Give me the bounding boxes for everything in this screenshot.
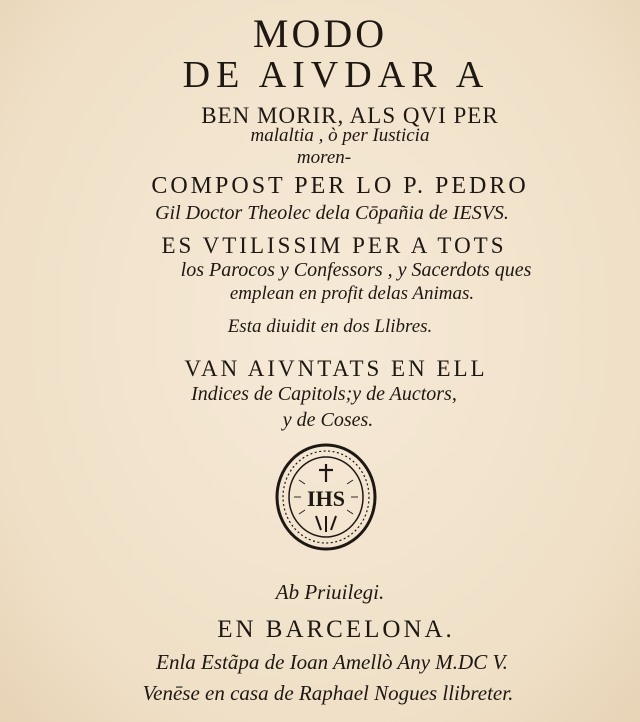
division-line: Esta diuidit en dos Llibres. (227, 316, 433, 337)
title-line-modo: MODO (252, 11, 388, 56)
jesuit-seal-emblem (274, 442, 378, 552)
privilege-line: Ab Priuilegi. (275, 580, 385, 604)
author-line-gil: Gil Doctor Theolec dela Cōpañia de IESVS. (155, 202, 509, 224)
title-line-ben-morir: BEN MORIR, ALS QVI PER (201, 103, 499, 128)
indices-line-van-aiuntats: VAN AIVNTATS EN ELL (184, 356, 488, 381)
audience-line-emplean: emplean en profit delas Animas. (229, 283, 475, 304)
subtitle-line-malaltia: malaltia , ò per Iusticia (250, 125, 430, 146)
indices-line-coses: y de Coses. (282, 409, 374, 431)
audience-line-es-utilissim: ES VTILISSIM PER A TOTS (161, 233, 507, 258)
printer-line: Enla Estãpa de Ioan Amellò Any M.DC V. (156, 650, 508, 674)
seal-monogram: IHS (307, 486, 345, 511)
subtitle-line-moren: moren- (296, 147, 352, 168)
title-line-de-aiudar: DE AIVDAR A (182, 54, 490, 96)
indices-line-capitols: Indices de Capitols;y de Auctors, (191, 383, 457, 405)
author-line-compost: COMPOST PER LO P. PEDRO (151, 173, 529, 199)
seller-line: Venēse en casa de Raphael Nogues llibreter. (142, 681, 514, 705)
place-line-barcelona: EN BARCELONA. (217, 616, 455, 643)
audience-line-parocos: los Parocos y Confessors , y Sacerdots ques (180, 259, 532, 281)
